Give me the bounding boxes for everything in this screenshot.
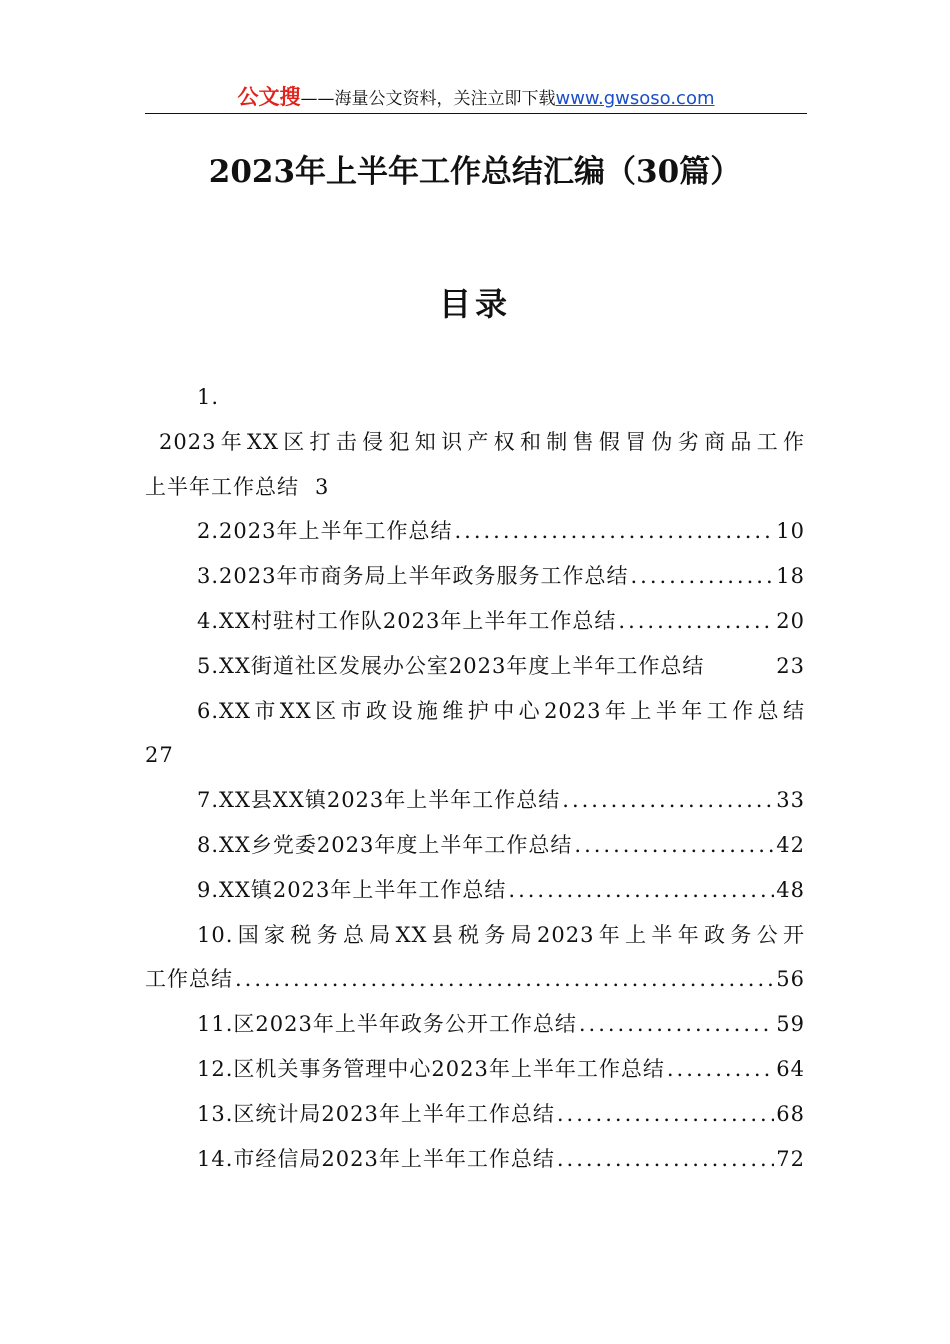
header-divider [145,113,807,114]
table-of-contents [145,375,805,1181]
toc-item-page: 3 [315,474,330,499]
toc-item-1-title-line2: 上半年工作总结 [145,474,299,499]
toc-item-5[interactable] [145,644,805,689]
toc-item-7[interactable] [145,778,805,823]
website-link[interactable]: www.gwsoso.com [555,88,715,109]
toc-item-number: 1. [197,385,220,409]
toc-item-1-number-row [145,375,805,420]
toc-item-1-title-line1: 2023年XX区打击侵犯知识产权和制售假冒伪劣商品工作 [159,429,805,454]
toc-item-label: 11.区2023年上半年政务公开工作总结 [197,1012,577,1037]
dot-leader [557,1092,774,1137]
toc-item-page: 20 [776,608,805,633]
document-title: 2023年上半年工作总结汇编（30篇） [208,154,742,190]
toc-item-label: 9.XX镇2023年上半年工作总结 [197,877,507,902]
toc-item-1-title-line2-row [145,465,805,510]
dot-leader [557,1137,774,1182]
toc-item-label: 8.XX乡党委2023年度上半年工作总结 [197,832,573,857]
dot-leader [508,868,774,913]
dot-leader [574,823,774,868]
toc-item-1[interactable] [145,375,805,509]
dot-leader [630,554,774,599]
toc-item-page: 64 [776,1056,805,1081]
toc-item-page: 23 [776,653,805,678]
toc-item-page: 59 [776,1012,805,1037]
toc-item-label: 2.2023年上半年工作总结 [197,519,453,544]
brand-logo-text: 公文搜 [237,85,301,109]
toc-item-label: 13.区统计局2023年上半年工作总结 [197,1101,555,1126]
toc-item-10[interactable] [145,913,805,1003]
toc-item-label: 5.XX街道社区发展办公室2023年度上半年工作总结 [197,653,705,678]
toc-item-page: 72 [776,1146,805,1171]
toc-item-page: 68 [776,1101,805,1126]
toc-item-page: 56 [776,967,805,992]
toc-item-label: 3.2023年市商务局上半年政务服务工作总结 [197,564,629,589]
toc-item-3[interactable] [145,554,805,599]
toc-heading: 目录 [438,285,511,323]
toc-item-6[interactable] [145,689,805,779]
dot-leader [235,957,774,1002]
toc-item-page: 48 [776,877,805,902]
dot-leader [618,599,774,644]
toc-item-label-line2: 工作总结 [145,967,233,992]
toc-item-label: 6.XX市XX区市政设施维护中心2023年上半年工作总结 [197,698,805,723]
toc-item-page: 10 [776,519,805,544]
toc-item-8[interactable] [145,823,805,868]
header-slogan: ——海量公文资料，关注立即下载 [300,89,556,109]
dot-leader [454,509,774,554]
toc-item-label: 4.XX村驻村工作队2023年上半年工作总结 [197,608,617,633]
toc-item-4[interactable] [145,599,805,644]
toc-item-label: 14.市经信局2023年上半年工作总结 [197,1146,555,1171]
toc-item-label-line1: 10.国家税务总局XX县税务局2023年上半年政务公开 [197,922,805,947]
toc-item-page: 42 [776,832,805,857]
toc-item-14[interactable] [145,1137,805,1182]
page-header [145,80,807,114]
toc-item-9[interactable] [145,868,805,913]
toc-item-2[interactable] [145,509,805,554]
dot-leader [667,1047,774,1092]
toc-item-label: 12.区机关事务管理中心2023年上半年工作总结 [197,1056,665,1081]
toc-item-13[interactable] [145,1092,805,1137]
toc-item-12[interactable] [145,1047,805,1092]
toc-item-page: 33 [776,788,805,813]
toc-item-page: 27 [145,743,174,768]
toc-item-label: 7.XX县XX镇2023年上半年工作总结 [197,788,561,813]
dot-leader [579,1002,774,1047]
toc-item-10-line2-row [145,957,805,1002]
toc-item-page: 18 [776,564,805,589]
toc-item-11[interactable] [145,1002,805,1047]
dot-leader [562,778,774,823]
